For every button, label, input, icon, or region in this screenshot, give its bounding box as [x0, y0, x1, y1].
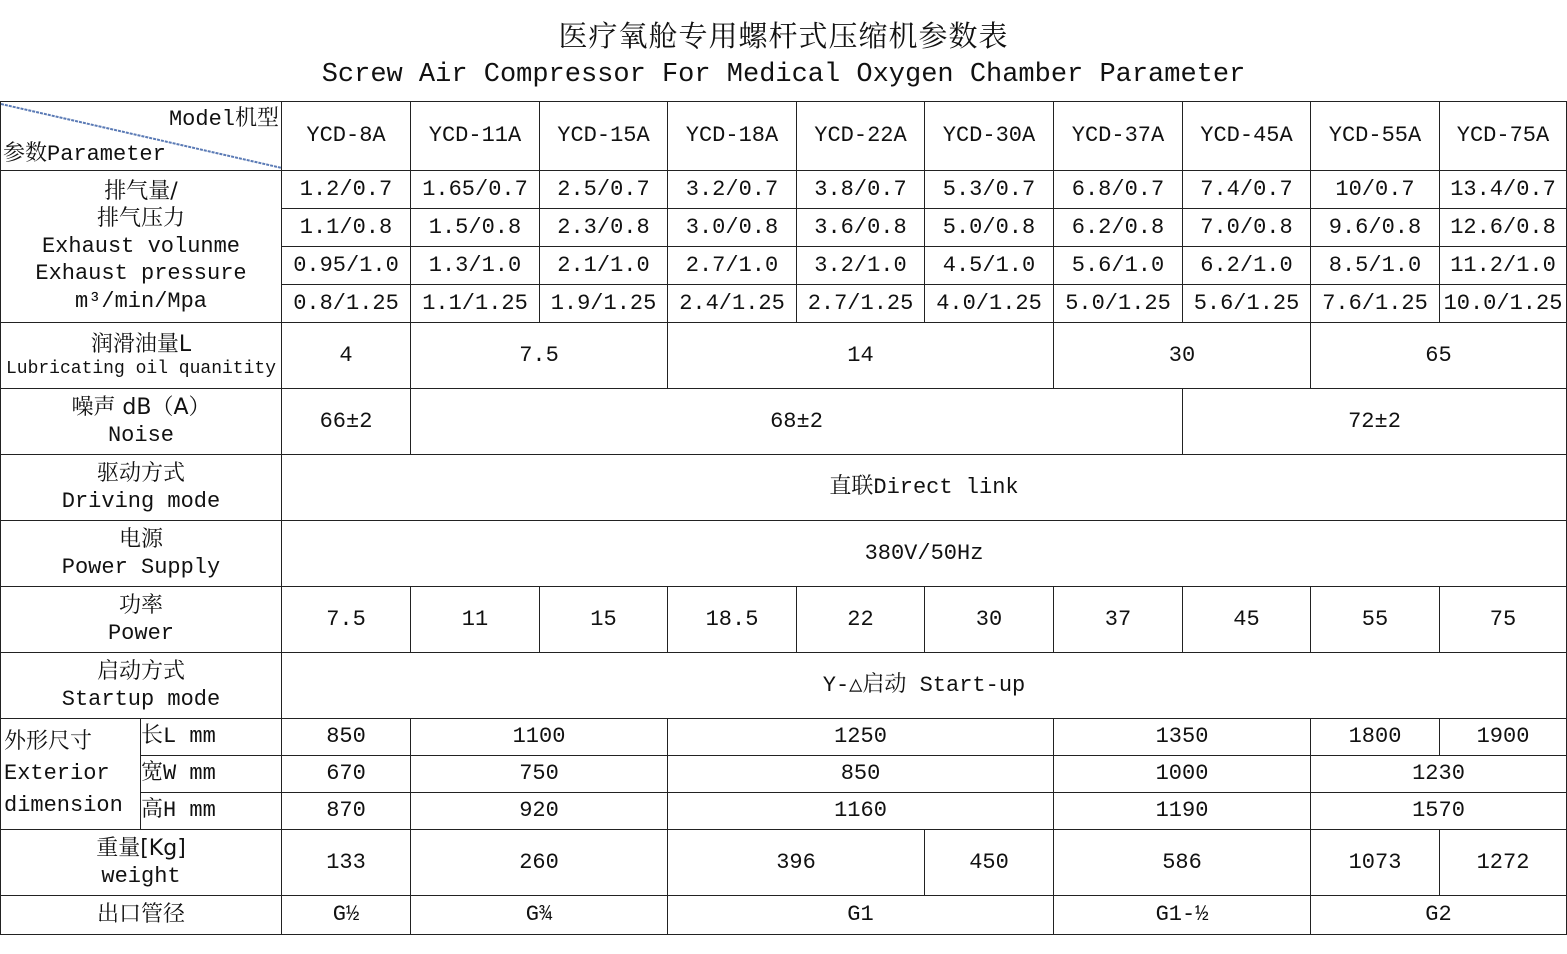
height-cell: 1160 [668, 793, 1054, 830]
outlet-label [1, 896, 282, 935]
weight-cell: 133 [282, 830, 411, 896]
weight-cell: 1272 [1440, 830, 1567, 896]
outlet-row [1, 896, 1567, 935]
outlet-cell: G2 [1311, 896, 1567, 935]
exhaust-cell: 12.6/0.8 [1440, 209, 1567, 247]
model-cell: YCD-11A [411, 102, 540, 171]
weight-cell: 586 [1054, 830, 1311, 896]
startup-label [1, 653, 282, 719]
weight-label-cn: 重量[Kg] [96, 836, 186, 861]
dimension-label-en1: Exterior [4, 761, 110, 786]
power-cell: 30 [925, 587, 1054, 653]
exhaust-cell: 11.2/1.0 [1440, 247, 1567, 285]
exhaust-label [1, 171, 282, 323]
weight-row [1, 830, 1567, 896]
length-label: 长L mm [141, 719, 282, 756]
power-label-cn: 功率 [118, 593, 163, 618]
model-cell: YCD-55A [1311, 102, 1440, 171]
startup-label-en: Startup mode [61, 686, 221, 712]
driving-row [1, 455, 1567, 521]
power-supply-value: 380V/50Hz [282, 521, 1567, 587]
weight-label-en: weight [101, 863, 181, 889]
dimension-label-en2: dimension [4, 793, 123, 818]
model-cell: YCD-18A [668, 102, 797, 171]
exhaust-cell: 3.0/0.8 [668, 209, 797, 247]
dimension-width-row [1, 756, 1567, 793]
width-cell: 750 [411, 756, 668, 793]
exhaust-cell: 1.5/0.8 [411, 209, 540, 247]
driving-label-en: Driving mode [61, 488, 221, 514]
outlet-cell: G¾ [411, 896, 668, 935]
length-cell: 1250 [668, 719, 1054, 756]
exhaust-cell: 1.9/1.25 [540, 285, 668, 323]
exhaust-cell: 2.7/1.0 [668, 247, 797, 285]
noise-label-cn: 噪声 dB（A） [71, 395, 211, 420]
noise-cell: 72±2 [1183, 389, 1567, 455]
exhaust-cell: 5.6/1.0 [1054, 247, 1183, 285]
exhaust-cell: 8.5/1.0 [1311, 247, 1440, 285]
exhaust-cell: 2.1/1.0 [540, 247, 668, 285]
model-cell: YCD-30A [925, 102, 1054, 171]
outlet-cell: G1-½ [1054, 896, 1311, 935]
oil-label [1, 323, 282, 389]
exhaust-cell: 2.5/0.7 [540, 171, 668, 209]
startup-value: Y-△启动 Start-up [282, 653, 1567, 719]
power-supply-label-en: Power Supply [61, 554, 221, 580]
power-cell: 22 [797, 587, 925, 653]
power-supply-row [1, 521, 1567, 587]
exhaust-cell: 7.4/0.7 [1183, 171, 1311, 209]
width-cell: 1230 [1311, 756, 1567, 793]
power-label [1, 587, 282, 653]
exhaust-label-unit: m³/min/Mpa [74, 288, 208, 314]
height-cell: 1570 [1311, 793, 1567, 830]
outlet-cell: G1 [668, 896, 1054, 935]
exhaust-row [1, 171, 1567, 209]
driving-label [1, 455, 282, 521]
weight-cell: 1073 [1311, 830, 1440, 896]
exhaust-cell: 10/0.7 [1311, 171, 1440, 209]
exhaust-cell: 3.6/0.8 [797, 209, 925, 247]
model-cell: YCD-8A [282, 102, 411, 171]
length-cell: 850 [282, 719, 411, 756]
dimension-length-row [1, 719, 1567, 756]
width-cell: 850 [668, 756, 1054, 793]
noise-label [1, 389, 282, 455]
dimension-label [1, 719, 141, 830]
exhaust-label-en1: Exhaust volunme [41, 233, 241, 259]
dimension-height-row [1, 793, 1567, 830]
exhaust-cell: 3.2/1.0 [797, 247, 925, 285]
oil-cell: 7.5 [411, 323, 668, 389]
driving-label-cn: 驱动方式 [96, 461, 185, 486]
exhaust-cell: 4.5/1.0 [925, 247, 1054, 285]
power-supply-label [1, 521, 282, 587]
exhaust-cell: 1.1/0.8 [282, 209, 411, 247]
exhaust-cell: 5.6/1.25 [1183, 285, 1311, 323]
noise-cell: 68±2 [411, 389, 1183, 455]
exhaust-label-cn1: 排气量/ [104, 178, 178, 204]
exhaust-cell: 6.2/0.8 [1054, 209, 1183, 247]
exhaust-cell: 13.4/0.7 [1440, 171, 1567, 209]
model-cell: YCD-37A [1054, 102, 1183, 171]
model-cell: YCD-45A [1183, 102, 1311, 171]
exhaust-cell: 5.0/1.25 [1054, 285, 1183, 323]
power-cell: 45 [1183, 587, 1311, 653]
width-label: 宽W mm [141, 756, 282, 793]
power-cell: 7.5 [282, 587, 411, 653]
length-cell: 1100 [411, 719, 668, 756]
weight-cell: 260 [411, 830, 668, 896]
width-cell: 1000 [1054, 756, 1311, 793]
oil-cell: 4 [282, 323, 411, 389]
power-cell: 75 [1440, 587, 1567, 653]
power-row [1, 587, 1567, 653]
exhaust-cell: 2.7/1.25 [797, 285, 925, 323]
corner-header-cell [1, 102, 282, 171]
driving-value: 直联Direct link [282, 455, 1567, 521]
oil-label-cn: 润滑油量L [90, 331, 192, 357]
length-cell: 1800 [1311, 719, 1440, 756]
exhaust-cell: 2.4/1.25 [668, 285, 797, 323]
oil-cell: 30 [1054, 323, 1311, 389]
exhaust-label-en2: Exhaust pressure [35, 261, 247, 287]
exhaust-cell: 5.0/0.8 [925, 209, 1054, 247]
power-cell: 15 [540, 587, 668, 653]
parameter-label: 参数Parameter [3, 141, 166, 167]
outlet-cell: G½ [282, 896, 411, 935]
length-cell: 1350 [1054, 719, 1311, 756]
dimension-label-cn: 外形尺寸 [4, 729, 93, 754]
noise-label-en: Noise [107, 422, 174, 448]
length-cell: 1900 [1440, 719, 1567, 756]
height-cell: 920 [411, 793, 668, 830]
oil-cell: 14 [668, 323, 1054, 389]
exhaust-cell: 6.8/0.7 [1054, 171, 1183, 209]
weight-cell: 396 [668, 830, 925, 896]
parameter-table [0, 101, 1567, 935]
exhaust-cell: 7.0/0.8 [1183, 209, 1311, 247]
exhaust-cell: 2.3/0.8 [540, 209, 668, 247]
oil-row [1, 323, 1567, 389]
height-label: 高H mm [141, 793, 282, 830]
exhaust-cell: 7.6/1.25 [1311, 285, 1440, 323]
power-cell: 18.5 [668, 587, 797, 653]
model-cell: YCD-75A [1440, 102, 1567, 171]
exhaust-cell: 1.1/1.25 [411, 285, 540, 323]
exhaust-cell: 1.65/0.7 [411, 171, 540, 209]
width-cell: 670 [282, 756, 411, 793]
noise-row [1, 389, 1567, 455]
startup-label-cn: 启动方式 [96, 659, 185, 684]
exhaust-label-cn2: 排气压力 [96, 206, 185, 232]
page-title-en: Screw Air Compressor For Medical Oxygen Chamber Parameter [321, 60, 1246, 90]
power-cell: 11 [411, 587, 540, 653]
exhaust-cell: 0.8/1.25 [282, 285, 411, 323]
exhaust-cell: 1.3/1.0 [411, 247, 540, 285]
model-cell: YCD-15A [540, 102, 668, 171]
noise-cell: 66±2 [282, 389, 411, 455]
exhaust-cell: 3.8/0.7 [797, 171, 925, 209]
power-label-en: Power [107, 620, 174, 646]
oil-cell: 65 [1311, 323, 1567, 389]
header-row [1, 102, 1567, 171]
exhaust-cell: 10.0/1.25 [1440, 285, 1567, 323]
exhaust-cell: 3.2/0.7 [668, 171, 797, 209]
weight-cell: 450 [925, 830, 1054, 896]
oil-label-en: Lubricating oil quanitity [5, 359, 277, 379]
power-supply-label-cn: 电源 [118, 527, 163, 552]
page-title-cn: 医疗氧舱专用螺杆式压缩机参数表 [558, 19, 1009, 53]
height-cell: 1190 [1054, 793, 1311, 830]
height-cell: 870 [282, 793, 411, 830]
power-cell: 37 [1054, 587, 1183, 653]
model-label: Model机型 [168, 107, 279, 132]
weight-label [1, 830, 282, 896]
power-cell: 55 [1311, 587, 1440, 653]
exhaust-cell: 5.3/0.7 [925, 171, 1054, 209]
model-cell: YCD-22A [797, 102, 925, 171]
exhaust-cell: 9.6/0.8 [1311, 209, 1440, 247]
exhaust-cell: 6.2/1.0 [1183, 247, 1311, 285]
startup-row [1, 653, 1567, 719]
exhaust-cell: 1.2/0.7 [282, 171, 411, 209]
exhaust-cell: 0.95/1.0 [282, 247, 411, 285]
outlet-label-cn: 出口管径 [96, 902, 185, 928]
exhaust-cell: 4.0/1.25 [925, 285, 1054, 323]
